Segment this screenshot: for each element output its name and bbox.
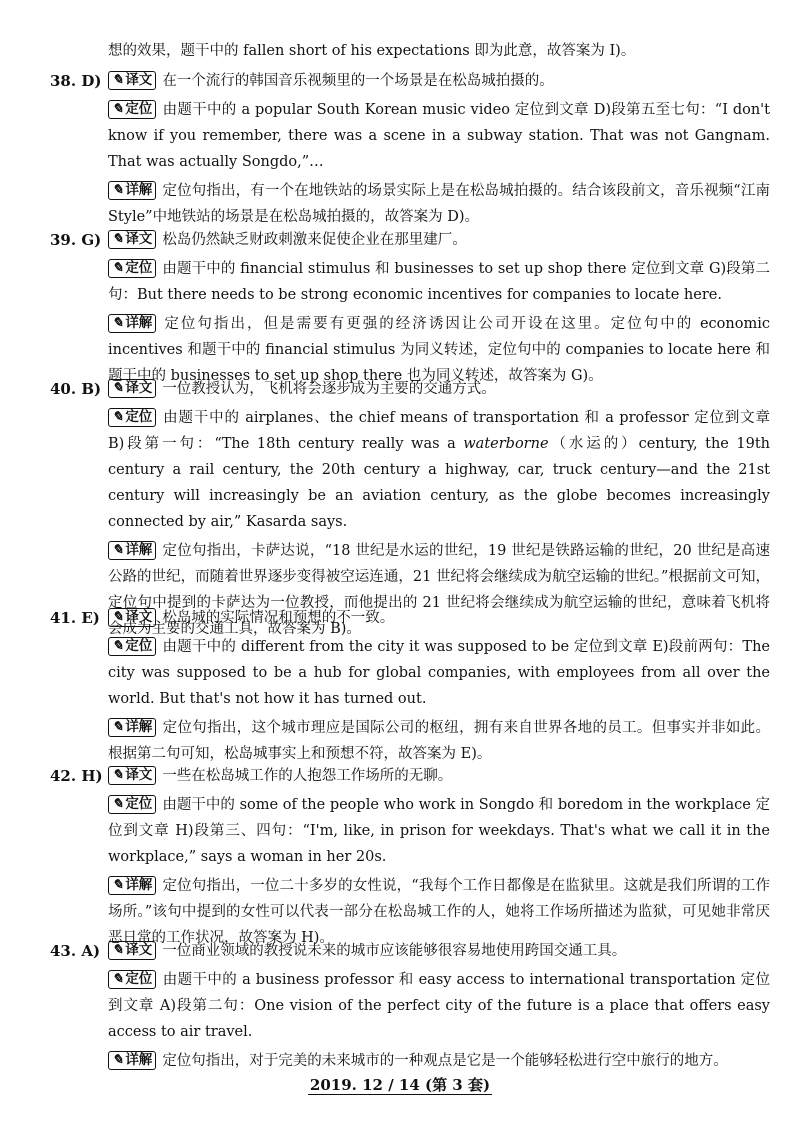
pen-icon: ✎ (112, 971, 124, 987)
pen-icon: ✎ (112, 877, 124, 893)
translation-row (108, 605, 770, 631)
locate-tag: ✎ 定位 (108, 637, 156, 656)
item-number: 41. E) (50, 609, 100, 627)
locate-row (108, 405, 770, 535)
item-number: 40. B) (50, 380, 102, 398)
explain-text: 定位句指出，有一个在地铁站的场景实际上是在松岛城拍摄的。结合该段前文，音乐视频“江南 Style”中地铁站的场景是在松岛城拍摄的，故答案为 D)。 (108, 183, 770, 225)
translation-text: 松岛仍然缺乏财政刺激来促使企业在那里建厂。 (162, 232, 467, 248)
pen-icon: ✎ (112, 942, 124, 958)
explain-text: 定位句指出，这个城市理应是国际公司的枢纽，拥有来自世界各地的员工。但事实并非如此。根据第二句可知，松岛城事实上和预想不符，故答案为 E)。 (108, 720, 770, 762)
pen-icon: ✎ (112, 609, 124, 625)
locate-text: 由题干中的 a business professor 和 easy access to international transportation 定位到文章 A)段第二句：One vision of the perfect city of the future is a place that offers easy access to air travel. (108, 972, 770, 1040)
translation-tag: ✎ 译文 (108, 766, 156, 785)
footer-date-set: 2019. 12 / 14 (第 3 套) (309, 1076, 491, 1094)
explain-tag: ✎ 详解 (108, 1051, 156, 1070)
locate-tag: ✎ 定位 (108, 408, 156, 427)
pen-icon: ✎ (112, 315, 124, 331)
answer-item-39 (50, 227, 770, 389)
locate-text: 由题干中的 financial stimulus 和 businesses to set up shop there 定位到文章 G)段第二句：But there needs to be strong economic incentives for companies to locate here. (108, 261, 770, 303)
continuation-text: 想的效果，题干中的 fallen short of his expectations 即为此意，故答案为 I)。 (108, 43, 636, 59)
translation-text: 一位商业领域的教授说未来的城市应该能够很容易地使用跨国交通工具。 (162, 943, 627, 959)
page-footer (0, 1074, 800, 1095)
translation-row (108, 68, 770, 94)
explain-tag: ✎ 详解 (108, 314, 156, 333)
pen-icon: ✎ (112, 231, 124, 247)
explain-text: 定位句指出，对于完美的未来城市的一种观点是它是一个能够轻松进行空中旅行的地方。 (162, 1053, 728, 1069)
answer-item-42 (50, 763, 770, 951)
translation-tag: ✎ 译文 (108, 230, 156, 249)
answer-item-41 (50, 605, 770, 767)
explain-tag: ✎ 详解 (108, 181, 156, 200)
translation-row (108, 763, 770, 789)
translation-text: 一些在松岛城工作的人抱怨工作场所的无聊。 (162, 768, 453, 784)
locate-text: 由题干中的 some of the people who work in Songdo 和 boredom in the workplace 定位到文章 H)段第三、四句：“I'm, like, in prison for weekdays. That's what we call it in the workplace,” says a woman in her 20s. (108, 797, 770, 865)
pen-icon: ✎ (112, 767, 124, 783)
explain-tag: ✎ 详解 (108, 541, 156, 560)
translation-row (108, 227, 770, 253)
translation-row (108, 376, 770, 402)
translation-text: 一位教授认为，飞机将会逐步成为主要的交通方式。 (162, 381, 496, 397)
explain-tag: ✎ 详解 (108, 718, 156, 737)
locate-row (108, 97, 770, 175)
locate-tag: ✎ 定位 (108, 259, 156, 278)
translation-tag: ✎ 译文 (108, 379, 156, 398)
explain-row (108, 178, 770, 230)
explain-row (108, 1048, 770, 1074)
pen-icon: ✎ (112, 260, 124, 276)
item-number: 42. H) (50, 767, 103, 785)
pen-icon: ✎ (112, 409, 124, 425)
locate-row (108, 256, 770, 308)
locate-row (108, 967, 770, 1045)
pen-icon: ✎ (112, 638, 124, 654)
pen-icon: ✎ (112, 796, 124, 812)
translation-tag: ✎ 译文 (108, 941, 156, 960)
locate-tag: ✎ 定位 (108, 100, 156, 119)
explain-row (108, 715, 770, 767)
explain-text: 定位句指出，但是需要有更强的经济诱因让公司开设在这里。定位句中的 economic incentives 和题干中的 financial stimulus 为同义转述，定位句中的 companies to locate here 和题干中的 businesses to set up shop there 也为同义转述，故答案为 G)。 (108, 316, 770, 384)
locate-text-b: （水运的）century, the 19th century a rail century, the 20th century a highway, car, truck century—and the 21st century will increasingly be an aviation century, as the globe becomes increasingly connected by air,” Kasarda says. (108, 436, 771, 530)
item-number: 38. D) (50, 72, 102, 90)
item-number: 39. G) (50, 231, 102, 249)
locate-text: 由题干中的 different from the city it was supposed to be 定位到文章 E)段前两句：The city was supposed to be a hub for global companies, with employees from all over the world. But that's not how it has turned out. (108, 639, 770, 707)
answer-item-43 (50, 938, 770, 1074)
pen-icon: ✎ (112, 72, 124, 88)
pen-icon: ✎ (112, 182, 124, 198)
locate-text-a: 由题干中的 airplanes、the chief means of transportation 和 a professor 定位到文章 B)段第一句：“The 18th century really was a (108, 410, 770, 452)
answer-item-38 (50, 68, 770, 230)
pen-icon: ✎ (112, 542, 124, 558)
pen-icon: ✎ (112, 101, 124, 117)
locate-italic-term: waterborne (463, 436, 549, 452)
explain-text: 定位句指出，一位二十多岁的女性说，“我每个工作日都像是在监狱里。这就是我们所谓的工作场所。”该句中提到的女性可以代表一部分在松岛城工作的人，她将工作场所描述为监狱，可见她非常厌恶日常的工作状况，故答案为 H)。 (108, 878, 770, 946)
locate-tag: ✎ 定位 (108, 970, 156, 989)
locate-row (108, 634, 770, 712)
translation-text: 松岛城的实际情况和预想的不一致。 (162, 610, 395, 626)
locate-tag: ✎ 定位 (108, 795, 156, 814)
pen-icon: ✎ (112, 380, 124, 396)
item-number: 43. A) (50, 942, 101, 960)
pen-icon: ✎ (112, 719, 124, 735)
locate-row (108, 792, 770, 870)
translation-row (108, 938, 770, 964)
pen-icon: ✎ (112, 1052, 124, 1068)
translation-tag: ✎ 译文 (108, 71, 156, 90)
explain-tag: ✎ 详解 (108, 876, 156, 895)
translation-text: 在一个流行的韩国音乐视频里的一个场景是在松岛城拍摄的。 (162, 73, 554, 89)
locate-text: 由题干中的 a popular South Korean music video 定位到文章 D)段第五至七句：“I don't know if you remember, there was a scene in a subway station. That was not Gangnam. That was actually Songdo,”… (108, 102, 770, 170)
answer-item-40 (50, 376, 770, 642)
translation-tag: ✎ 译文 (108, 608, 156, 627)
explain-text: 定位句指出，卡萨达说，“18 世纪是水运的世纪，19 世纪是铁路运输的世纪，20 世纪是高速公路的世纪，而随着世界逐步变得被空运连通，21 世纪将会继续成为航空运输的世纪。”根据前文可知，定位句中提到的卡萨达为一位教授，而他提出的 21 世纪将会继续成为航空运输的世纪，意味着飞机将会成为主要的交通工具，故答案为 B)。 (108, 543, 770, 637)
